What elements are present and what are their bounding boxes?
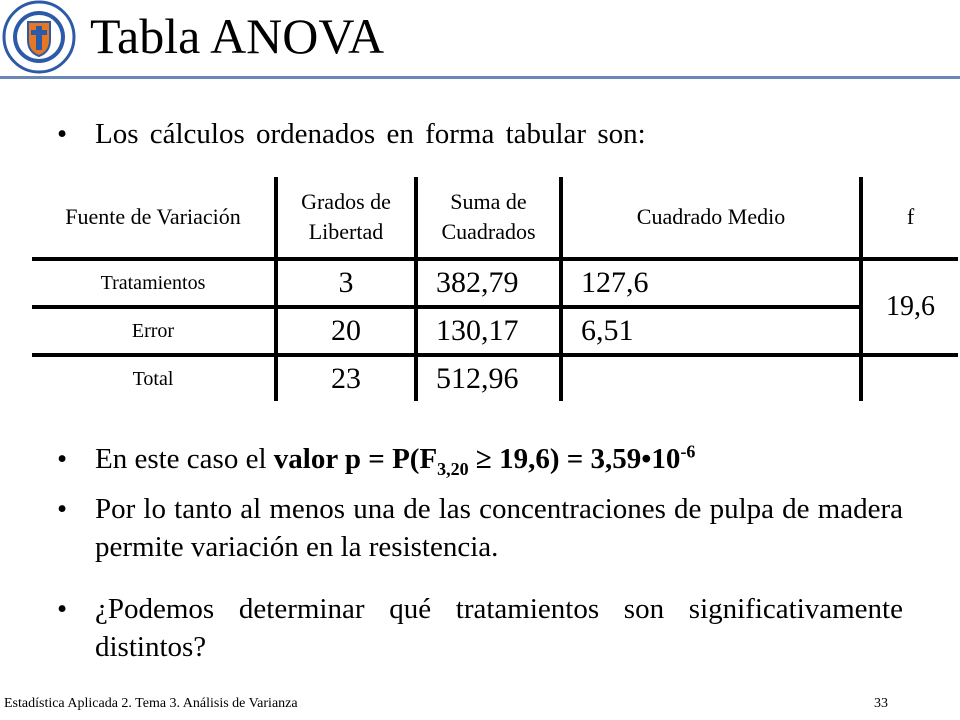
row-f-empty <box>861 355 958 401</box>
row-ms: 127,6 <box>561 259 861 307</box>
table-row <box>32 259 958 307</box>
anova-table <box>32 177 958 401</box>
f-value: 19,6 <box>861 259 958 355</box>
bullet-dot: • <box>57 118 68 150</box>
bullet-question <box>57 590 907 670</box>
row-df: 20 <box>276 307 416 355</box>
page-title: Tabla ANOVA <box>90 8 385 64</box>
header-df: Grados de Libertad <box>276 177 416 259</box>
footer-course: Estadística Aplicada 2. Tema 3. Análisis de Varianza <box>4 696 298 711</box>
header-source: Fuente de Variación <box>32 177 276 259</box>
p-value-prefix: En este caso el <box>95 443 274 475</box>
table-row <box>32 355 958 401</box>
p-value-exponent: -6 <box>680 441 696 462</box>
bullet-conclusion <box>57 490 907 570</box>
university-seal-icon <box>2 0 76 74</box>
bullet-intro <box>57 115 917 155</box>
bullet-dot: • <box>57 493 68 525</box>
title-divider <box>0 76 960 79</box>
bullet-intro-text: Los cálculos ordenados en forma tabular son: <box>95 118 646 150</box>
row-df: 23 <box>276 355 416 401</box>
row-source: Tratamientos <box>32 259 276 307</box>
bullet-p-value <box>57 440 917 480</box>
p-value-formula-b: ≥ 19,6) = 3,59•10 <box>468 443 681 475</box>
bullet-question-text: ¿Podemos determinar qué tratamientos son significativamente distintos? <box>95 593 903 663</box>
row-source: Error <box>32 307 276 355</box>
bullet-p-value-text <box>95 440 695 478</box>
row-ms: 6,51 <box>561 307 861 355</box>
row-source: Total <box>32 355 276 401</box>
row-ms <box>561 355 861 401</box>
row-df: 3 <box>276 259 416 307</box>
p-value-subscript: 3,20 <box>437 458 469 479</box>
header-ss: Suma de Cuadrados <box>416 177 561 259</box>
page-number: 33 <box>874 696 888 711</box>
bullet-dot: • <box>57 593 68 625</box>
header-f: f <box>861 177 958 259</box>
row-ss: 130,17 <box>416 307 561 355</box>
row-ss: 382,79 <box>416 259 561 307</box>
table-header-row <box>32 177 958 259</box>
table-row <box>32 307 958 355</box>
row-ss: 512,96 <box>416 355 561 401</box>
bullet-conclusion-text: Por lo tanto al menos una de las concentraciones de pulpa de madera permite variación en la resistencia. <box>95 493 903 563</box>
header-ms: Cuadrado Medio <box>561 177 861 259</box>
bullet-dot: • <box>57 443 68 475</box>
p-value-formula-a: valor p = P(F <box>273 443 438 475</box>
